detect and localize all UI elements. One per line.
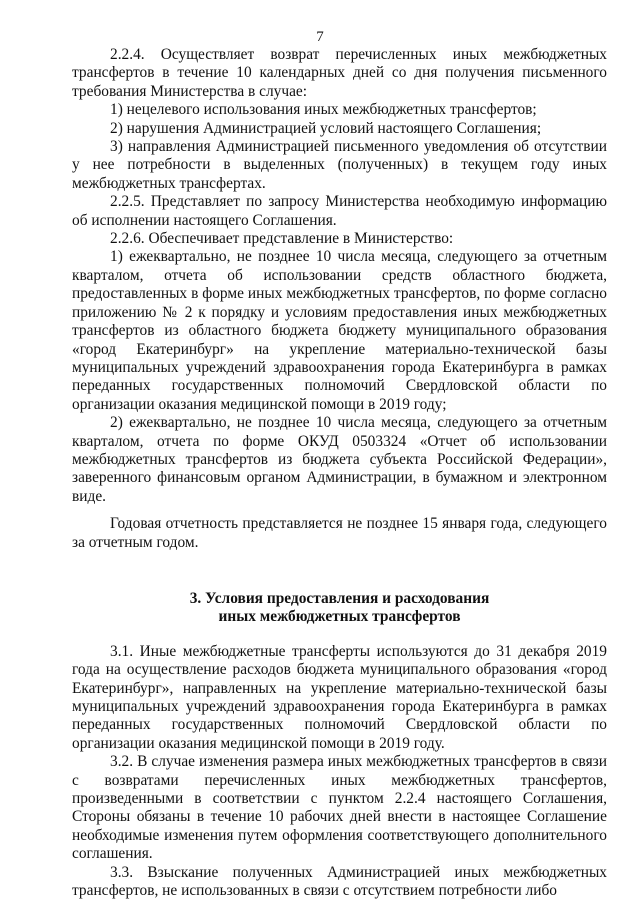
page-number: 7 — [316, 29, 324, 45]
list-item-misuse: 1) нецелевого использования иных межбюджетных трансфертов; — [110, 101, 537, 119]
paragraph-2-2-6: 2.2.6. Обеспечивает представление в Министерство: — [110, 230, 454, 248]
paragraph-3-2: 3.2. В случае изменения размера иных межбюджетных трансфертов в связи с возвратами перечисленных иных межбюджетных трансфертов, произведенными в соответствии с пунктом 2.2.4 настоящего Соглашения, Стороны обязаны в течение 10 рабочих дней внести в настоящее Соглашение необходимые изменения путем оформления соответствующего дополнительного соглашения. — [72, 753, 607, 863]
list-item-quarterly-report-2: 2) ежеквартально, не позднее 10 числа месяца, следующего за отчетным кварталом, отчета по форме ОКУД 0503324 «Отчет об использовании межбюджетных трансфертов из бюджета субъекта Российской Федерации», заверенного финансовым органом Администрации, в бумажном и электронном виде. — [72, 414, 607, 505]
paragraph-2-2-5: 2.2.5. Представляет по запросу Министерства необходимую информацию об исполнении настоящего Соглашения. — [72, 193, 607, 229]
list-item-notice: 3) направления Администрацией письменного уведомления об отсутствии у нее потребности в выделенных (полученных) в текущем году иных межбюджетных трансфертах. — [72, 138, 607, 192]
paragraph-3-1: 3.1. Иные межбюджетные трансферты используются до 31 декабря 2019 года на осуществление расходов бюджета муниципального образования «город Екатеринбург», направленных на укрепление материально-технической базы муниципальных учреждений здравоохранения города Екатеринбурга в рамках переданных государственных полномочий Свердловской области по организации оказания медицинской помощи в 2019 году. — [72, 642, 607, 752]
list-item-quarterly-report-1: 1) ежеквартально, не позднее 10 числа месяца, следующего за отчетным кварталом, отчета об использовании средств областного бюджета, предоставленных в форме иных межбюджетных трансфертов, по форме согласно приложению № 2 к порядку и условиям предоставления иных межбюджетных трансфертов из областного бюджета бюджету муниципального образования «город Екатеринбург» на укрепление материально-технической базы муниципальных учреждений здравоохранения города Екатеринбурга в рамках переданных государственных полномочий Свердловской области по организации оказания медицинской помощи в 2019 году; — [72, 248, 607, 413]
document-body — [72, 46, 607, 900]
list-item-violation: 2) нарушения Администрацией условий настоящего Соглашения; — [110, 119, 542, 137]
paragraph-2-2-4: 2.2.4. Осуществляет возврат перечисленных иных межбюджетных трансфертов в течение 10 календарных дней со дня получения письменного требования Министерства в случае: — [72, 46, 607, 100]
section-heading-line-1: 3. Условия предоставления и расходования — [189, 589, 490, 607]
paragraph-annual-reporting: Годовая отчетность представляется не позднее 15 января года, следующего за отчетным годом. — [72, 515, 607, 551]
section-heading-line-2: иных межбюджетных трансфертов — [218, 608, 461, 626]
paragraph-3-3: 3.3. Взыскание полученных Администрацией иных межбюджетных трансфертов, не использованных в связи с отсутствием потребности либо — [72, 863, 607, 900]
section-heading — [72, 590, 607, 627]
